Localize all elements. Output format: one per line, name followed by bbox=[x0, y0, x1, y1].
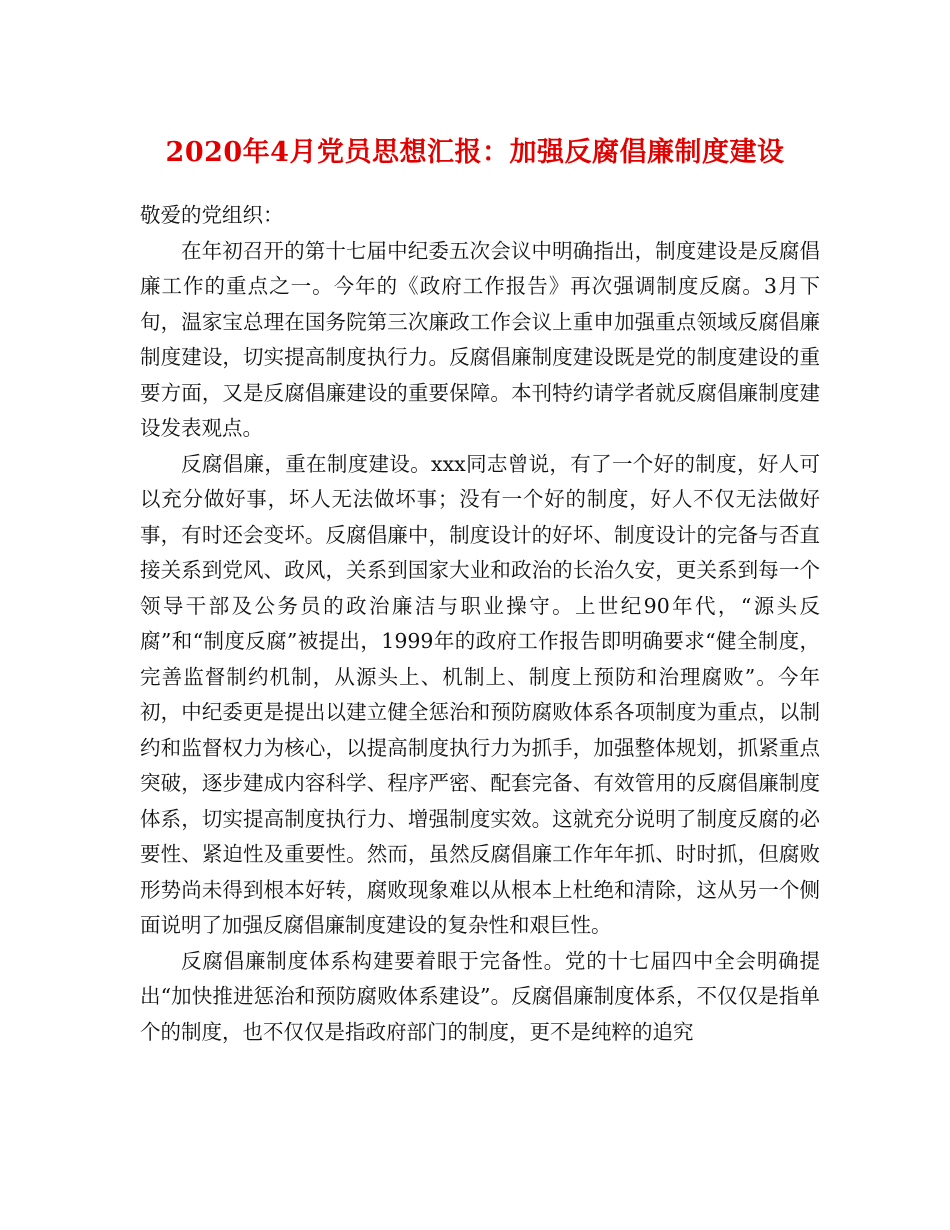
paragraph-2: 反腐倡廉，重在制度建设。xxx同志曾说，有了一个好的制度，好人可以充分做好事，坏人无法做坏事；没有一个好的制度，好人不仅无法做好事，有时还会变坏。反腐倡廉中，制度设计的好坏、制度设计的完备与否直接关系到党风、政风，关系到国家大业和政治的长治久安，更关系到每一个领导干部及公务员的政治廉洁与职业操守。上世纪90年代，“源头反腐”和“制度反腐”被提出，1999年的政府工作报告即明确要求“健全制度，完善监督制约机制，从源头上、机制上、制度上预防和治理腐败”。今年初，中纪委更是提出以建立健全惩治和预防腐败体系各项制度为重点，以制约和监督权力为核心，以提高制度执行力为抓手，加强整体规划，抓紧重点突破，逐步建成内容科学、程序严密、配套完备、有效管用的反腐倡廉制度体系，切实提高制度执行力、增强制度实效。这就充分说明了制度反腐的必要性、紧迫性及重要性。然而，虽然反腐倡廉工作年年抓、时时抓，但腐败形势尚未得到根本好转，腐败现象难以从根本上杜绝和清除，这从另一个侧面说明了加强反腐倡廉制度建设的复杂性和艰巨性。 bbox=[140, 451, 820, 937]
salutation: 敬爱的党组织： bbox=[140, 203, 284, 227]
paragraph-1: 在年初召开的第十七届中纪委五次会议中明确指出，制度建设是反腐倡廉工作的重点之一。今年的《政府工作报告》再次强调制度反腐。3月下旬，温家宝总理在国务院第三次廉政工作会议上重申加强重点领域反腐倡廉制度建设，切实提高制度执行力。反腐倡廉制度建设既是党的制度建设的重要方面，又是反腐倡廉建设的重要保障。本刊特约请学者就反腐倡廉制度建设发表观点。 bbox=[140, 238, 820, 440]
paragraph-3: 反腐倡廉制度体系构建要着眼于完备性。党的十七届四中全会明确提出“加快推进惩治和预防腐败体系建设”。反腐倡廉制度体系，不仅仅是指单个的制度，也不仅仅是指政府部门的制度，更不是纯粹的追究 bbox=[140, 948, 820, 1044]
document-body bbox=[140, 198, 820, 1050]
document-title: 2020年4月党员思想汇报：加强反腐倡廉制度建设 bbox=[165, 137, 785, 168]
